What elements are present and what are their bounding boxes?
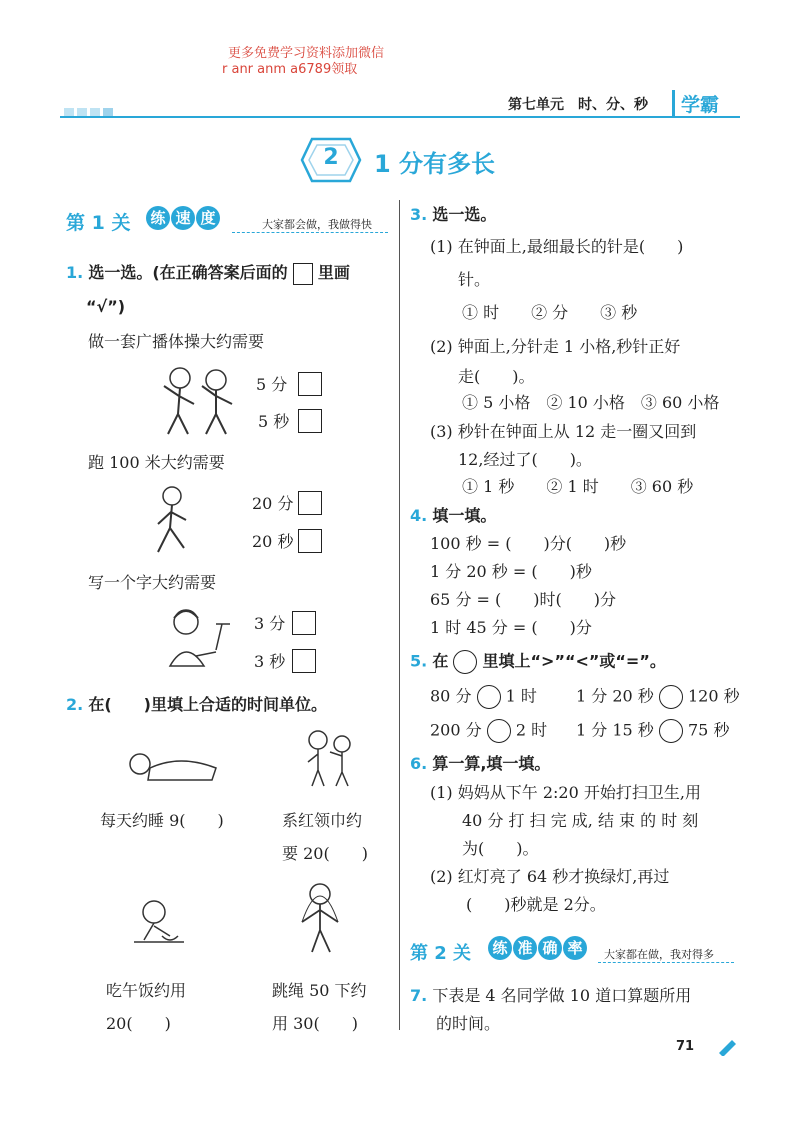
q1-opt-1a: 5 分 bbox=[256, 375, 288, 394]
badge-char: 率 bbox=[563, 936, 587, 960]
q5-right: 1 时 bbox=[505, 686, 537, 706]
section1-slogan: 大家都会做，我做得快 bbox=[262, 218, 372, 231]
q1-stem-c: “√”) bbox=[86, 297, 126, 316]
answer-checkbox[interactable] bbox=[298, 372, 322, 396]
q7-line-1 bbox=[410, 985, 691, 1007]
q5-stem bbox=[410, 650, 666, 674]
q6-number: 6. bbox=[410, 754, 428, 773]
q1-opt-2a: 20 分 bbox=[252, 494, 294, 513]
q6-stem bbox=[410, 753, 550, 775]
q4-stem-text: 填一填。 bbox=[432, 506, 497, 525]
scarf-kids-illustration bbox=[300, 728, 360, 788]
writing-girl-illustration bbox=[160, 604, 240, 674]
q5-stem-a: 在 bbox=[432, 651, 449, 671]
q6-line: 为( )。 bbox=[462, 839, 539, 858]
answer-checkbox[interactable] bbox=[298, 529, 322, 553]
compare-circle[interactable] bbox=[659, 719, 683, 743]
q3-line: 走( )。 bbox=[458, 367, 535, 386]
q2-item-2b: 要 20( ) bbox=[282, 844, 368, 863]
q3-options: ① 时 ② 分 ③ 秒 bbox=[462, 303, 638, 322]
badge-char: 练 bbox=[146, 206, 170, 230]
q3-options: ① 1 秒 ② 1 时 ③ 60 秒 bbox=[462, 477, 694, 496]
q1-number: 1. bbox=[66, 263, 84, 282]
brand-logo: 学霸 bbox=[672, 90, 719, 117]
q6-line: (2) 红灯亮了 64 秒才换绿灯,再过 bbox=[430, 867, 670, 886]
q5-left: 80 分 bbox=[430, 686, 472, 706]
q3-line: 针。 bbox=[458, 270, 491, 289]
section1-badges bbox=[146, 206, 221, 230]
q1-opt-3b: 3 秒 bbox=[254, 652, 286, 671]
q5-right: 75 秒 bbox=[688, 720, 730, 740]
q3-stem bbox=[410, 204, 496, 226]
q5-right: 120 秒 bbox=[688, 686, 740, 706]
q3-line: (1) 在钟面上,最细最长的针是( ) bbox=[430, 237, 684, 256]
answer-checkbox[interactable] bbox=[292, 649, 316, 673]
q4-line: 1 分 20 秒 = ( )秒 bbox=[430, 562, 592, 581]
badge-char: 准 bbox=[513, 936, 537, 960]
section1-dash bbox=[232, 232, 388, 233]
q7-line-2: 的时间。 bbox=[436, 1014, 501, 1033]
q2-item-2a: 系红领巾约 bbox=[282, 811, 363, 830]
header-rule bbox=[60, 116, 740, 118]
q4-line: 65 分 = ( )时( )分 bbox=[430, 590, 616, 609]
lesson-title: 1 分有多长 bbox=[374, 150, 496, 178]
q1-stem-a: 选一选。(在正确答案后面的 bbox=[88, 263, 288, 282]
exercise-kids-illustration bbox=[158, 364, 240, 438]
compare-circle[interactable] bbox=[487, 719, 511, 743]
q1-prompt-1: 做一套广播体操大约需要 bbox=[88, 332, 265, 351]
q2-item-3a: 吃午饭约用 bbox=[106, 981, 187, 1000]
q4-line: 1 时 45 分 = ( )分 bbox=[430, 618, 592, 637]
q5-left: 1 分 15 秒 bbox=[576, 720, 654, 740]
q3-number: 3. bbox=[410, 205, 428, 224]
sleeping-kid-illustration bbox=[120, 740, 220, 784]
watermark-line-2: r anr anm a6789领取 bbox=[222, 62, 358, 77]
q4-line: 100 秒 = ( )分( )秒 bbox=[430, 534, 627, 553]
running-kid-illustration bbox=[148, 484, 196, 556]
q3-options: ① 5 小格 ② 10 小格 ③ 60 小格 bbox=[462, 393, 720, 412]
compare-circle[interactable] bbox=[477, 685, 501, 709]
badge-char: 练 bbox=[488, 936, 512, 960]
q5-left: 1 分 20 秒 bbox=[576, 686, 654, 706]
q2-number: 2. bbox=[66, 695, 84, 714]
q5-right: 2 时 bbox=[515, 720, 548, 740]
answer-checkbox[interactable] bbox=[298, 409, 322, 433]
circle-sample bbox=[453, 650, 477, 674]
q5-number: 5. bbox=[410, 651, 428, 671]
lesson-number: 2 bbox=[323, 145, 339, 170]
q2-stem-text: 在( )里填上合适的时间单位。 bbox=[88, 695, 327, 714]
q6-line: (1) 妈妈从下午 2:20 开始打扫卫生,用 bbox=[430, 783, 701, 802]
q5-row bbox=[576, 719, 729, 743]
q5-stem-b: 里填上“>”“<”或“=”。 bbox=[482, 651, 666, 671]
eating-kid-illustration bbox=[126, 896, 190, 954]
q1-prompt-3: 写一个字大约需要 bbox=[88, 573, 217, 592]
pencil-icon bbox=[716, 1038, 738, 1056]
jumping-rope-kid-illustration bbox=[290, 880, 350, 956]
badge-char: 度 bbox=[196, 206, 220, 230]
q6-stem-text: 算一算,填一填。 bbox=[432, 754, 551, 773]
q2-item-3b: 20( ) bbox=[106, 1014, 171, 1033]
q1-prompt-2: 跑 100 米大约需要 bbox=[88, 453, 225, 472]
badge-char: 确 bbox=[538, 936, 562, 960]
q5-left: 200 分 bbox=[430, 720, 482, 740]
badge-char: 速 bbox=[171, 206, 195, 230]
q4-stem bbox=[410, 505, 496, 527]
q6-line: 40 分 打 扫 完 成, 结 束 的 时 刻 bbox=[462, 811, 699, 830]
column-divider bbox=[399, 200, 400, 1030]
q3-line: (3) 秒针在钟面上从 12 走一圈又回到 bbox=[430, 422, 697, 441]
section2-badges bbox=[488, 936, 588, 960]
q2-item-1: 每天约睡 9( ) bbox=[100, 811, 224, 830]
section1-label: 第 1 关 bbox=[66, 212, 131, 234]
q1-stem bbox=[66, 262, 350, 285]
answer-checkbox[interactable] bbox=[298, 491, 322, 515]
unit-title: 第七单元 时、分、秒 bbox=[508, 97, 648, 113]
q3-stem-text: 选一选。 bbox=[432, 205, 497, 224]
q2-item-4a: 跳绳 50 下约 bbox=[272, 981, 367, 1000]
q5-row bbox=[430, 685, 537, 709]
section2-slogan: 大家都在做，我对得多 bbox=[604, 948, 714, 961]
q7-number: 7. bbox=[410, 986, 428, 1005]
section2-label: 第 2 关 bbox=[410, 943, 472, 964]
q3-line: 12,经过了( )。 bbox=[458, 450, 592, 469]
q1-opt-1b: 5 秒 bbox=[258, 412, 290, 431]
page-number: 71 bbox=[676, 1039, 695, 1054]
q4-number: 4. bbox=[410, 506, 428, 525]
q1-opt-2b: 20 秒 bbox=[252, 532, 294, 551]
q5-row bbox=[576, 685, 740, 709]
section2-dash bbox=[598, 962, 734, 963]
q5-row bbox=[430, 719, 547, 743]
checkbox-sample bbox=[293, 263, 313, 285]
watermark-line-1: 更多免费学习资料添加微信 bbox=[228, 46, 385, 61]
compare-circle[interactable] bbox=[659, 685, 683, 709]
q2-item-4b: 用 30( ) bbox=[272, 1014, 358, 1033]
answer-checkbox[interactable] bbox=[292, 611, 316, 635]
q3-line: (2) 钟面上,分针走 1 小格,秒针正好 bbox=[430, 337, 681, 356]
q1-stem-b: 里画 bbox=[317, 263, 350, 282]
q2-stem bbox=[66, 694, 327, 716]
q7-text: 下表是 4 名同学做 10 道口算题所用 bbox=[432, 986, 692, 1005]
q6-line: ( )秒就是 2分。 bbox=[466, 895, 606, 914]
q1-opt-3a: 3 分 bbox=[254, 614, 286, 633]
